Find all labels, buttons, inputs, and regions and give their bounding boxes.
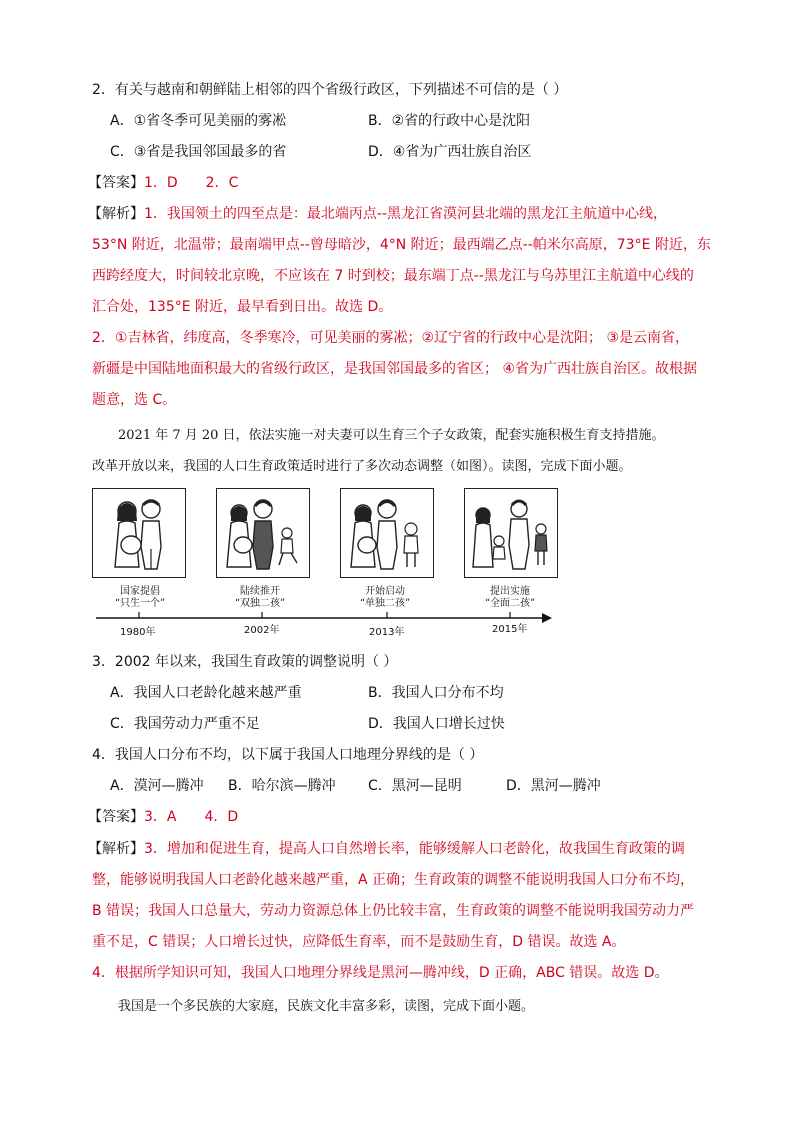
analysis-block-1-line-7: 题意，选 C。 [92, 392, 177, 408]
question-4-option-d: D．黑河—腾冲 [506, 778, 601, 794]
analysis-block-2-line-3: B 错误；我国人口总量大，劳动力资源总体上仍比较丰富，生育政策的调整不能说明我国劳动力严 [92, 903, 695, 919]
question-2-option-d: D．④省为广西壮族自治区 [368, 144, 532, 160]
question-2-option-c: C．③省是我国邻国最多的省 [110, 144, 287, 160]
panel-2002-illustration [216, 488, 310, 578]
panel-2015-caption-line-2: “全面二孩” [484, 598, 536, 609]
analysis-text: 3．增加和促进生育，提高人口自然增长率，能够缓解人口老龄化，故我国生育政策的调 [144, 841, 685, 857]
answer-text: 3．A 4．D [144, 809, 239, 825]
question-3-option-d: D．我国人口增长过快 [368, 716, 505, 732]
panel-2013-caption-line-1: 开始启动 [365, 586, 405, 597]
question-2-option-a: A．①省冬季可见美丽的雾凇 [110, 113, 287, 129]
analysis-block-2-line-2: 整，能够说明我国人口老龄化越来越严重，A 正确；生育政策的调整不能说明我国人口分布不均， [92, 872, 695, 888]
panel-1980-caption-line-2: “只生一个” [114, 598, 166, 609]
analysis-block-1-line-2: 53°N 附近，北温带；最南端甲点--曾母暗沙，4°N 附近；最西端乙点--帕米尔高原，73°E 附近，东 [92, 237, 711, 253]
analysis-block-2-line-5: 4．根据所学知识可知，我国人口地理分界线是黑河—腾冲线，D 正确，ABC 错误。故选 D。 [92, 965, 669, 981]
family-single-second-child-icon [341, 489, 432, 576]
analysis-block-1-line-3: 西跨经度大，时间较北京晚，不应该在 7 时到校；最东端丁点--黑龙江与乌苏里江主航道中心线的 [92, 268, 694, 284]
timeline-year-2013: 2013年 [369, 627, 405, 638]
panel-1980-illustration [92, 488, 186, 578]
panel-2015-caption-line-1: 提出实施 [490, 586, 530, 597]
question-2-stem: 2．有关与越南和朝鲜陆上相邻的四个省级行政区，下列描述不可信的是（ ） [92, 82, 568, 98]
timeline-year-2002: 2002年 [244, 625, 280, 636]
timeline-year-1980: 1980年 [120, 627, 156, 638]
intro-paragraph-2-line-1: 我国是一个多民族的大家庭，民族文化丰富多彩，读图，完成下面小题。 [118, 999, 535, 1014]
panel-2015-illustration [464, 488, 558, 578]
answer-block-1 [88, 173, 238, 193]
family-universal-two-children-icon [465, 489, 556, 576]
analysis-block-2-line-1 [88, 839, 685, 859]
analysis-block-1-line-6: 新疆是中国陆地面积最大的省级行政区，是我国邻国最多的省区； ④省为广西壮族自治区。故根据 [92, 361, 697, 377]
timeline-year-2015: 2015年 [492, 624, 528, 635]
question-4-option-a: A．漠河—腾冲 [110, 778, 204, 794]
answer-text: 1．D 2．C [144, 175, 239, 191]
analysis-block-1-line-1 [88, 204, 667, 224]
question-4-option-c: C．黑河—昆明 [368, 778, 462, 794]
question-4-option-b: B．哈尔滨—腾冲 [228, 778, 336, 794]
question-3-stem: 3．2002 年以来，我国生育政策的调整说明（ ） [92, 654, 398, 670]
intro-paragraph-line-2: 改革开放以来，我国的人口生育政策适时进行了多次动态调整（如图）。读图，完成下面小题。 [92, 459, 632, 474]
population-policy-timeline-figure [92, 488, 552, 640]
intro-paragraph-line-1: 2021 年 7 月 20 日，依法实施一对夫妻可以生育三个子女政策，配套实施积极生育支持措施。 [118, 428, 665, 443]
question-3-option-c: C．我国劳动力严重不足 [110, 716, 260, 732]
question-3-option-b: B．我国人口分布不均 [368, 685, 504, 701]
family-one-child-icon [93, 489, 184, 576]
analysis-block-2-line-4: 重不足，C 错误；人口增长过快，应降低生育率，而不是鼓励生育，D 错误。故选 A。 [92, 934, 626, 950]
analysis-block-1-line-5: 2．①吉林省，纬度高，冬季寒冷，可见美丽的雾凇；②辽宁省的行政中心是沈阳； ③是云南省， [92, 330, 690, 346]
panel-2002-caption-line-2: “双独二孩” [234, 598, 286, 609]
analysis-text: 1．我国领土的四至点是：最北端丙点--黑龙江省漠河县北端的黑龙江主航道中心线， [144, 206, 668, 222]
answer-block-2 [88, 807, 238, 827]
panel-1980-caption-line-1: 国家提倡 [120, 586, 160, 597]
analysis-label: 【解析】 [88, 841, 144, 857]
family-two-children-icon [217, 489, 308, 576]
question-2-option-b: B．②省的行政中心是沈阳 [368, 113, 531, 129]
analysis-block-1-line-4: 汇合处，135°E 附近，最早看到日出。故选 D。 [92, 299, 393, 315]
panel-2013-caption-line-2: “单独二孩” [359, 598, 411, 609]
question-3-option-a: A．我国人口老龄化越来越严重 [110, 685, 302, 701]
answer-label: 【答案】 [88, 809, 144, 825]
panel-2013-illustration [340, 488, 434, 578]
timeline-axis [92, 610, 552, 626]
panel-2002-caption-line-1: 陆续推开 [240, 586, 280, 597]
question-4-stem: 4．我国人口分布不均，以下属于我国人口地理分界线的是（ ） [92, 747, 484, 763]
answer-label: 【答案】 [88, 175, 144, 191]
analysis-label: 【解析】 [88, 206, 144, 222]
